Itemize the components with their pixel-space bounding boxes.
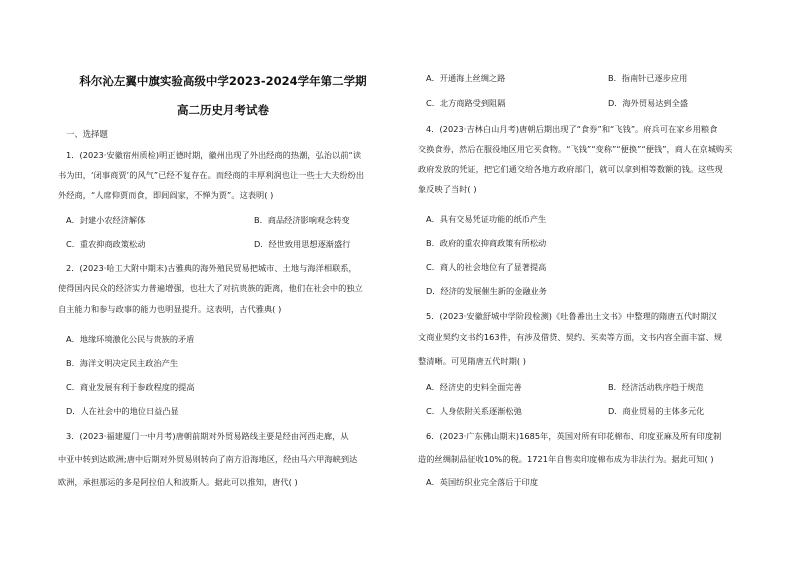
q2-option-b[interactable]: B．海洋文明决定民主政治产生 [66,358,179,368]
q2-option-d[interactable]: D．人在社会中的地位日益凸显 [66,406,179,416]
q4-option-c[interactable]: C．商人的社会地位有了显著提高 [426,262,547,272]
q5-option-d[interactable]: D．商业贸易的主体多元化 [608,406,705,416]
q2-line: 2．(2023·哈工大附中期末)古雅典的海外殖民贸易把城市、土地与海洋相联系， [66,263,357,273]
q3-option-b[interactable]: B．指南针已逐步应用 [608,73,688,83]
q3-line: 中亚中转到达欧洲;唐中后期对外贸易则转向了南方沿海地区，经由马六甲海峡到达 [58,454,358,464]
q5-line: 整清晰。可见隋唐五代时期( ) [418,356,526,366]
q1-line: 外经商，“人席仰贾而食，即闾阎家，不惮为贾”。这表明( ) [58,190,274,200]
q5-option-c[interactable]: C．人身依附关系逐渐松弛 [426,406,522,416]
q5-line: 5．(2023·安徽舒城中学阶段检测)《吐鲁番出土文书》中整理的隋唐五代时期汉 [426,311,717,321]
exam-title-line2: 高二历史月考试卷 [177,103,269,117]
q4-line: 政府发放的凭证，把它们通交给各地方政府部门，就可以拿到相等数额的钱。这些现 [418,164,723,174]
q6-line: 6．(2023·广东佛山期末)1685年，英国对所有印花棉布、印度亚麻及所有印度制 [426,431,722,441]
q2-option-a[interactable]: A．地缘环境激化公民与贵族的矛盾 [66,334,195,344]
q4-line: 4．(2023·吉林白山月考)唐朝后期出现了“食券”和“飞钱”。府兵可在家乡用粮食 [426,124,718,134]
q1-option-a[interactable]: A．封建小农经济解体 [66,215,146,225]
q1-option-d[interactable]: D．经世致用思想逐渐盛行 [254,239,351,249]
q4-line: 交换食券，然后在服役地区用它买食物。“飞钱”“变称”“便换”“便钱”，商人在京城购买 [418,144,733,154]
q5-option-b[interactable]: B．经济活动秩序趋于规范 [608,382,704,392]
q4-option-a[interactable]: A．具有交易凭证功能的纸币产生 [426,214,547,224]
q6-option-a[interactable]: A．英国纺织业完全落后于印度 [426,477,539,487]
q4-option-b[interactable]: B．政府的重农抑商政策有所松动 [426,238,547,248]
q5-option-a[interactable]: A．经济史的史料全面完善 [426,382,522,392]
q3-option-d[interactable]: D．海外贸易达到全盛 [608,98,688,108]
q1-line: 1．(2023·安徽宿州质检)明正德时期，徽州出现了外出经商的热潮，弘治以前“读 [66,150,362,160]
q5-line: 文商业契约文书约163件，有涉及借贷、契约、买卖等方面，文书内容全面丰富、规 [418,332,723,342]
q4-line: 象反映了当时( ) [418,184,477,194]
q4-option-d[interactable]: D．经济的发展催生新的金融业务 [426,286,547,296]
q2-line: 使得国内民众的经济实力普遍增强，也壮大了对抗贵族的距离，他们在社会中的独立 [58,283,363,293]
q1-option-c[interactable]: C．重农抑商政策松动 [66,239,146,249]
q6-line: 造的丝绸制品征收10%的税。1721年自售卖印度棉布成为非法行为。据此可知( ) [418,454,714,464]
exam-title-line1: 科尔沁左翼中旗实验高级中学2023-2024学年第二学期 [79,74,367,88]
q2-option-c[interactable]: C．商业发展有利于参政程度的提高 [66,382,195,392]
q3-line: 欧洲，承担那运的多是阿拉伯人和波斯人。据此可以推知，唐代( ) [58,477,298,487]
q3-option-c[interactable]: C．北方商路受到阻隔 [426,98,506,108]
q3-option-a[interactable]: A．开通海上丝绸之路 [426,73,506,83]
q1-line: 书为田，‘闭事商贾’的风气”已经不复存在。而经商的丰厚利润也让一些士大夫纷纷出 [58,170,365,180]
q2-line: 自主能力和参与政事的能力也明显提升。这表明，古代雅典( ) [58,304,282,314]
q3-line: 3．(2023·福建厦门一中月考)唐朝前期对外贸易路线主要是经由河西走廊，从 [66,431,349,441]
section-heading: 一、选择题 [66,129,108,139]
q1-option-b[interactable]: B．商品经济影响观念转变 [254,215,350,225]
